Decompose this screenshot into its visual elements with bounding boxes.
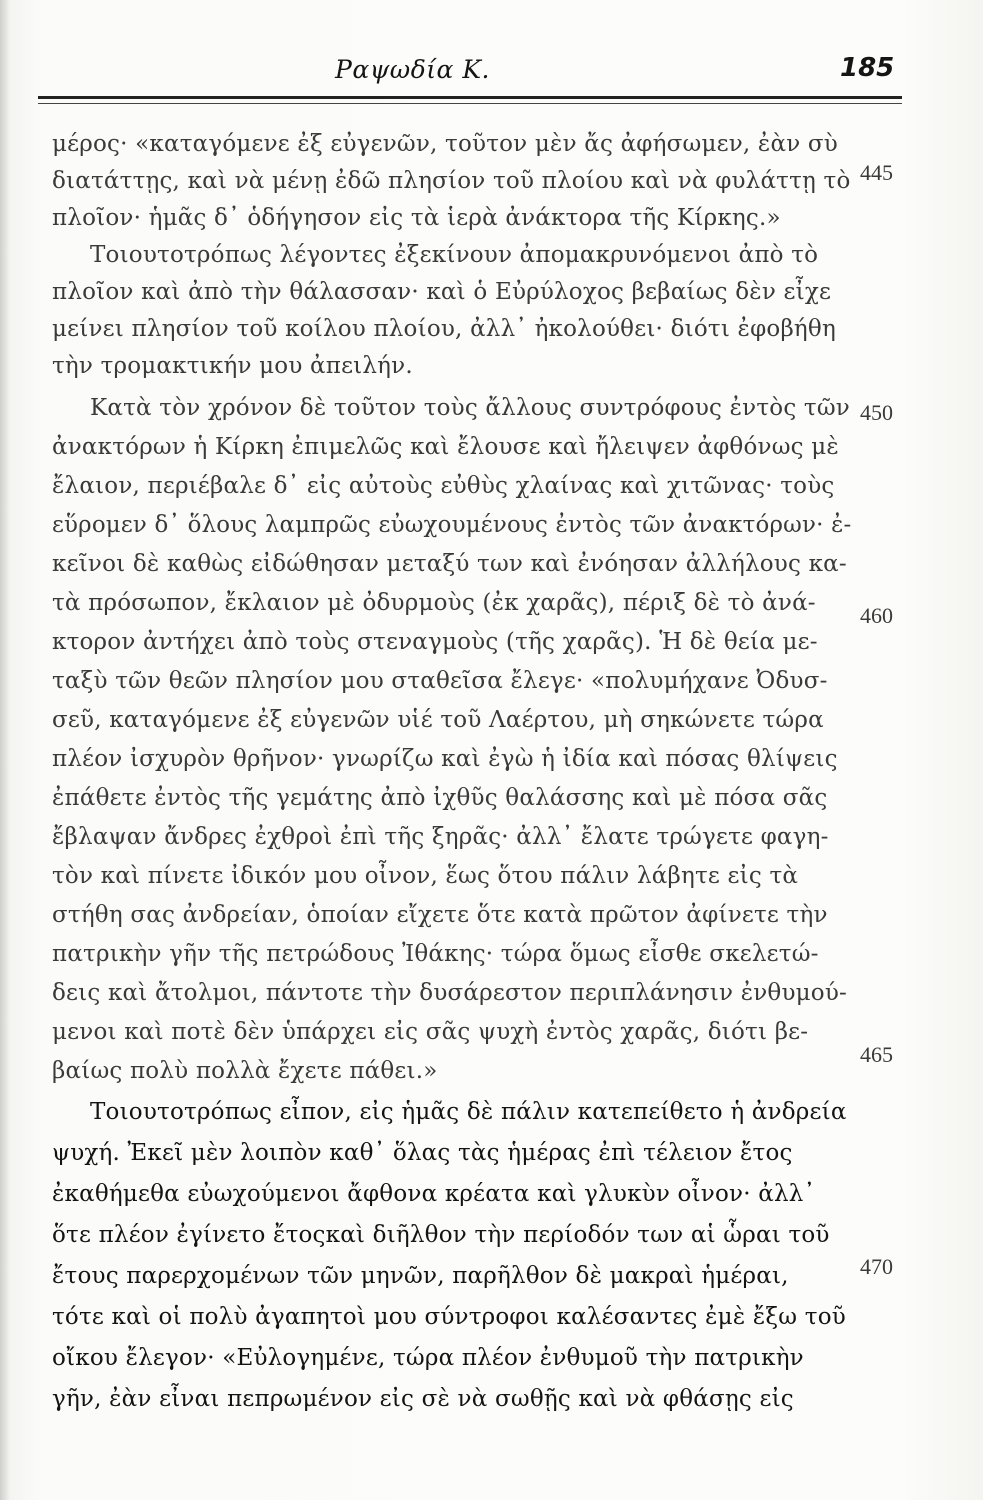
page-number: 185 — [840, 53, 895, 83]
line-number-465: 465 — [860, 1042, 893, 1067]
text-line: κτορον ἀντήχει ἀπὸ τοὺς στεναγμοὺς (τῆς χαρᾶς). Ἡ δὲ θεία με- — [52, 629, 818, 655]
text-line: Τοιουτοτρόπως λέγοντες ἐξεκίνουν ἀπομακρυνόμενοι ἀπὸ τὸ — [90, 242, 819, 268]
text-line: ἔβλαψαν ἄνδρες ἐχθροὶ ἐπὶ τῆς ξηρᾶς· ἀλλ᾽ ἔλατε τρώγετε φαγη- — [52, 824, 829, 850]
text-line: Τοιουτοτρόπως εἶπον, εἰς ἡμᾶς δὲ πάλιν κατεπείθετο ἡ ἀνδρεία — [90, 1099, 847, 1125]
text-line: πλοῖον· ἡμᾶς δ᾽ ὁδήγησον εἰς τὰ ἱερὰ ἀνάκτορα τῆς Κίρκης.» — [52, 205, 781, 231]
text-line: βαίως πολὺ πολλὰ ἔχετε πάθει.» — [52, 1058, 438, 1084]
text-line: μέρος· «καταγόμενε ἐξ εὐγενῶν, τοῦτον μὲν ἄς ἀφήσωμεν, ἐὰν σὺ — [52, 131, 838, 157]
text-line: τότε καὶ οἱ πολὺ ἀγαπητοὶ μου σύντροφοι καλέσαντες ἐμὲ ἔξω τοῦ — [52, 1304, 846, 1330]
text-line: γῆν, ἐὰν εἶναι πεπρωμένον εἰς σὲ νὰ σωθῇς καὶ νὰ φθάσῃς εἰς — [52, 1386, 794, 1412]
text-line: διατάττῃς, καὶ νὰ μένῃ ἐδῶ πλησίον τοῦ πλοίου καὶ νὰ φυλάττῃ τὸ — [52, 168, 851, 194]
text-line: δεις καὶ ἄτολμοι, πάντοτε τὴν δυσάρεστον περιπλάνησιν ἐνθυμού- — [52, 980, 848, 1006]
text-line: οἴκου ἔλεγον· «Εὐλογημένε, τώρα πλέον ἐνθυμοῦ τὴν πατρικὴν — [52, 1345, 804, 1371]
text-line: ἐπάθετε ἐντὸς τῆς γεμάτης ἀπὸ ἰχθῦς θαλάσσης καὶ μὲ πόσα σᾶς — [52, 785, 828, 811]
text-line: πλέον ἰσχυρὸν θρῆνον· γνωρίζω καὶ ἐγὼ ἡ ἰδία καὶ πόσας θλίψεις — [52, 746, 838, 772]
line-number-460: 460 — [860, 603, 893, 628]
text-line: ἐκαθήμεθα εὐωχούμενοι ἄφθονα κρέατα καὶ γλυκὺν οἶνον· ἀλλ᾽ — [52, 1181, 816, 1207]
line-number-470: 470 — [860, 1254, 893, 1279]
header-rule-thin — [38, 103, 902, 104]
text-line: τὴν τρομακτικήν μου ἀπειλήν. — [52, 353, 413, 379]
text-line: τὸν καὶ πίνετε ἰδικόν μου οἶνον, ἕως ὅτου πάλιν λάβητε εἰς τὰ — [52, 863, 799, 889]
text-line: κεῖνοι δὲ καθὼς εἰδώθησαν μεταξύ των καὶ ἐνόησαν ἀλλήλους κα- — [52, 551, 847, 577]
text-line: μενοι καὶ ποτὲ δὲν ὑπάρχει εἰς σᾶς ψυχὴ ἐντὸς χαρᾶς, διότι βε- — [52, 1019, 809, 1045]
text-line: ταξὺ τῶν θεῶν πλησίον μου σταθεῖσα ἔλεγε· «πολυμήχανε Ὀδυσ- — [52, 668, 828, 694]
text-line: ψυχή. Ἐκεῖ μὲν λοιπὸν καθ᾽ ὅλας τὰς ἡμέρας ἐπὶ τέλειον ἔτος — [52, 1140, 793, 1166]
header-rule-thick — [38, 96, 902, 99]
text-line: Κατὰ τὸν χρόνον δὲ τοῦτον τοὺς ἄλλους συντρόφους ἐντὸς τῶν — [90, 395, 850, 421]
running-title: Ραψωδία Κ. — [335, 55, 490, 84]
text-line: ἀνακτόρων ἡ Κίρκη ἐπιμελῶς καὶ ἔλουσε καὶ ἤλειψεν ἀφθόνως μὲ — [52, 434, 839, 460]
text-line: σεῦ, καταγόμενε ἐξ εὐγενῶν υἱέ τοῦ Λαέρτου, μὴ σηκώνετε τώρα — [52, 707, 824, 733]
text-line: πατρικὴν γῆν τῆς πετρώδους Ἰθάκης· τώρα ὅμως εἶσθε σκελετώ- — [52, 941, 819, 967]
text-line: στήθη σας ἀνδρείαν, ὁποίαν εἴχετε ὅτε κατὰ πρῶτον ἀφίνετε τὴν — [52, 902, 828, 928]
text-line: μείνει πλησίον τοῦ κοίλου πλοίου, ἀλλ᾽ ἠκολούθει· διότι ἐφοβήθη — [52, 316, 836, 342]
text-line: ἔλαιον, περιέβαλε δ᾽ εἰς αὐτοὺς εὐθὺς χλαίνας καὶ χιτῶνας· τοὺς — [52, 473, 835, 499]
text-line: πλοῖον καὶ ἀπὸ τὴν θάλασσαν· καὶ ὁ Εὐρύλοχος βεβαίως δὲν εἶχε — [52, 279, 832, 305]
line-number-445: 445 — [860, 160, 893, 185]
line-number-450: 450 — [860, 400, 893, 425]
text-line: ὅτε πλέον ἐγίνετο ἔτοςκαὶ διῆλθον τὴν περίοδόν των αἱ ὧραι τοῦ — [52, 1222, 830, 1248]
text-line: ἔτους παρερχομένων τῶν μηνῶν, παρῆλθον δὲ μακραὶ ἡμέραι, — [52, 1263, 789, 1289]
text-line: εὕρομεν δ᾽ ὅλους λαμπρῶς εὐωχουμένους ἐντὸς τῶν ἀνακτόρων· ἐ- — [52, 512, 852, 538]
page-gutter-shadow — [0, 0, 10, 1500]
text-line: τὰ πρόσωπον, ἔκλαιον μὲ ὀδυρμοὺς (ἐκ χαρᾶς), πέριξ δὲ τὸ ἀνά- — [52, 590, 816, 616]
